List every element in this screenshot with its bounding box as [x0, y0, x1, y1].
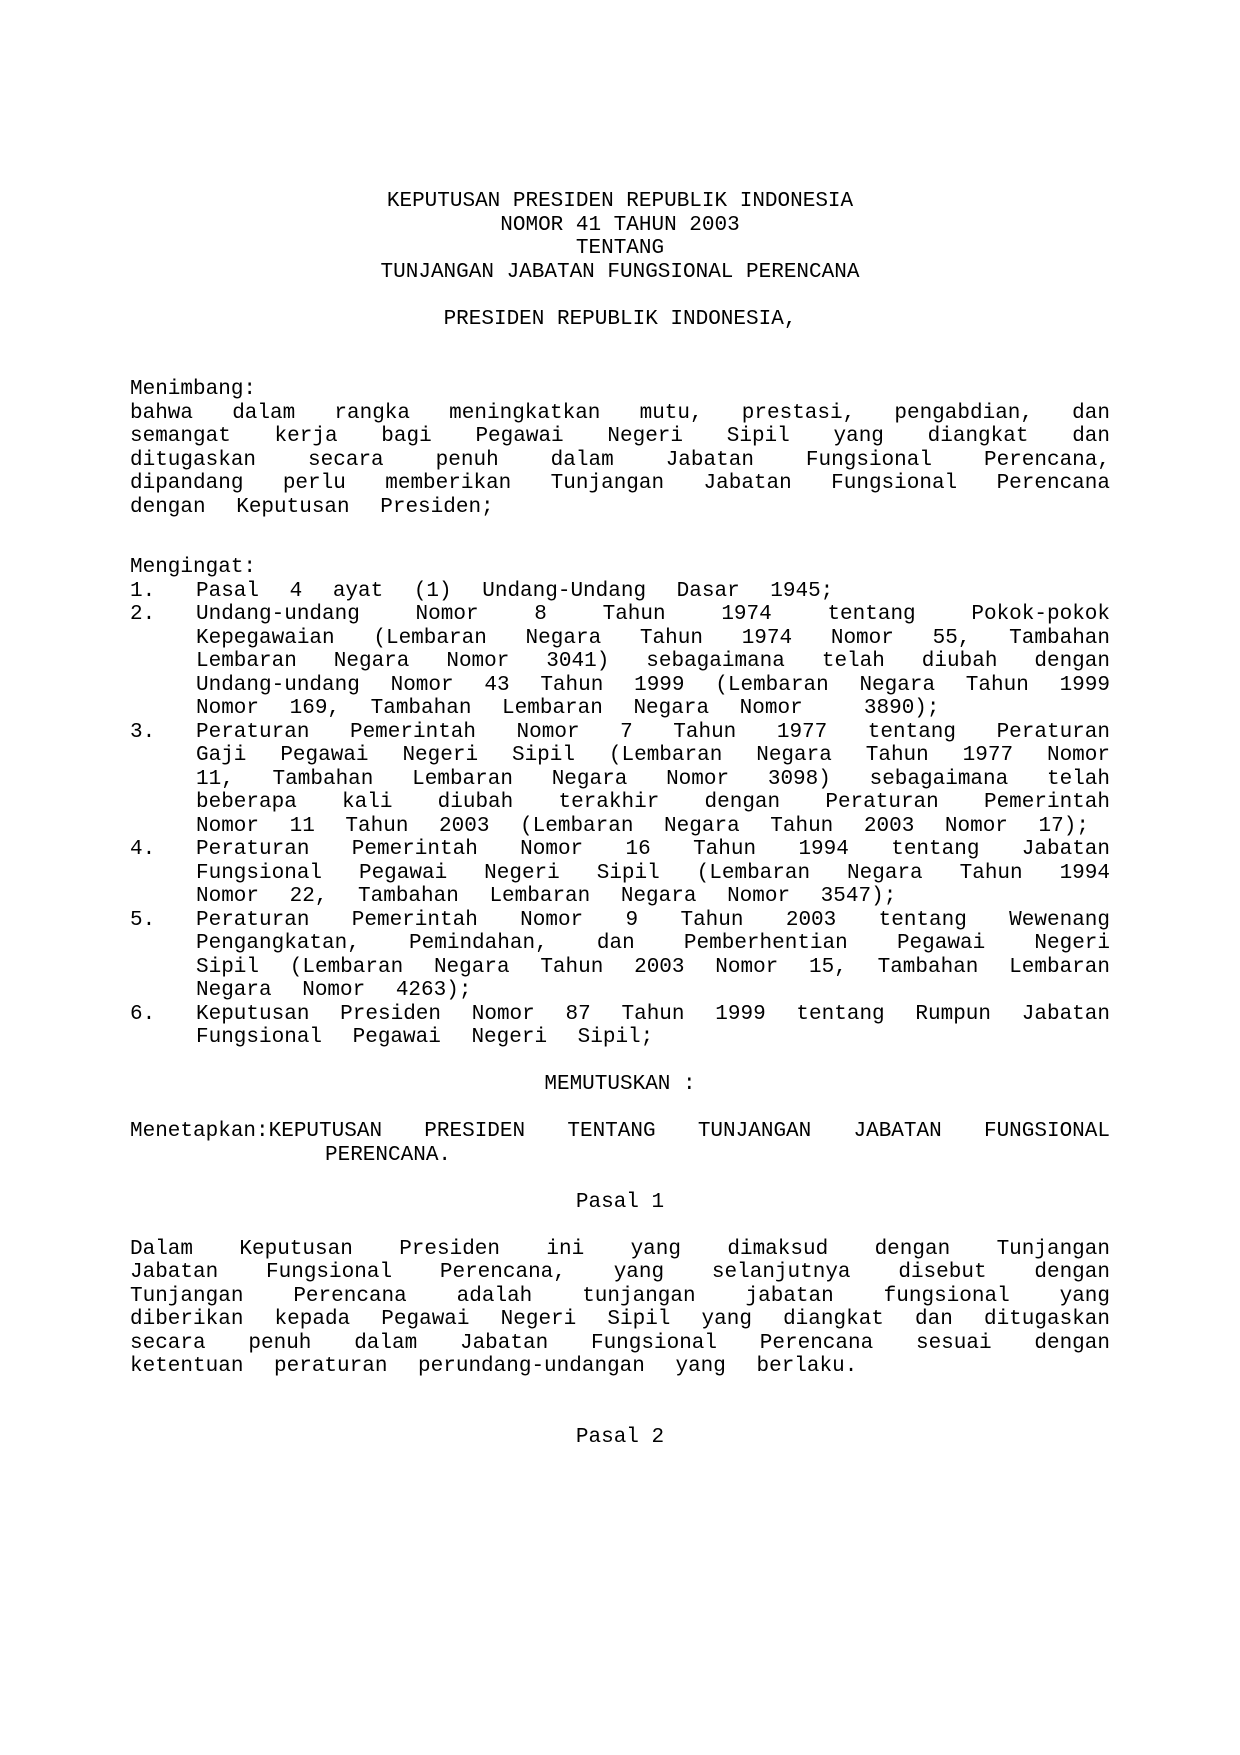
pasal-1-body: Dalam Keputusan Presiden ini yang dimaksud dengan Tunjangan Jabatan Fungsional Perencana, yang selanjutnya disebut dengan Tunjangan Perencana adalah tunjangan jabatan fungsional yang diberikan kepada Pegawai Negeri Sipil yang diangkat dan ditugaskan secara penuh dalam Jabatan Fungsional Perencana sesuai dengan ketentuan peraturan perundang-undangan yang berlaku. — [130, 1237, 1110, 1378]
item-text: Peraturan Pemerintah Nomor 7 Tahun 1977 tentang Peraturan Gaji Pegawai Negeri Sipil (Lembaran Negara Tahun 1977 Nomor 11, Tambahan Lembaran Negara Nomor 3098) sebagaimana telah beberapa kali diubah terakhir dengan Peraturan Pemerintah Nomor 11 Tahun 2003 (Lembaran Negara Tahun 2003 Nomor 17); — [196, 720, 1110, 838]
item-text: Peraturan Pemerintah Nomor 9 Tahun 2003 tentang Wewenang Pengangkatan, Pemindahan, dan Pemberhentian Pegawai Negeri Sipil (Lembaran Negara Tahun 2003 Nomor 15, Tambahan Lembaran Negara Nomor 4263); — [196, 908, 1110, 1002]
memutuskan-heading: MEMUTUSKAN : — [544, 1073, 696, 1096]
mengingat-item — [130, 838, 1110, 909]
mengingat-label: Mengingat: — [130, 556, 257, 579]
item-number: 5. — [130, 908, 156, 932]
item-number: 1. — [130, 579, 156, 603]
menetapkan-label: Menetapkan: — [130, 1120, 269, 1143]
title-line-4: TUNJANGAN JABATAN FUNGSIONAL PERENCANA — [380, 260, 860, 284]
item-number: 3. — [130, 720, 156, 744]
menetapkan-text: KEPUTUSAN PRESIDEN TENTANG TUNJANGAN JABATAN FUNGSIONAL PERENCANA. — [268, 1120, 1110, 1167]
item-number: 6. — [130, 1002, 156, 1026]
menimbang-label: Menimbang: — [130, 378, 257, 401]
title-block — [130, 190, 1110, 284]
menetapkan-paragraph — [130, 1120, 1110, 1167]
item-text: Pasal 4 ayat (1) Undang-Undang Dasar 1945; — [196, 579, 834, 603]
mengingat-item — [130, 1003, 1110, 1050]
menimbang-body: bahwa dalam rangka meningkatkan mutu, prestasi, pengabdian, dan semangat kerja bagi Pegawai Negeri Sipil yang diangkat dan ditugaskan secara penuh dalam Jabatan Fungsional Perencana, dipandang perlu memberikan Tunjangan Jabatan Fungsional Perencana dengan Keputusan Presiden; — [130, 401, 1110, 519]
item-number: 4. — [130, 838, 156, 861]
mengingat-item — [130, 603, 1110, 721]
issuer-line: PRESIDEN REPUBLIK INDONESIA, — [443, 307, 797, 331]
mengingat-item — [130, 580, 1110, 604]
item-text: Peraturan Pemerintah Nomor 16 Tahun 1994 tentang Jabatan Fungsional Pegawai Negeri Sipil (Lembaran Negara Tahun 1994 Nomor 22, Tambahan Lembaran Negara Nomor 3547); — [196, 838, 1110, 908]
item-text: Undang-undang Nomor 8 Tahun 1974 tentang Pokok-pokok Kepegawaian (Lembaran Negara Tahun 1974 Nomor 55, Tambahan Lembaran Negara Nomor 3041) sebagaimana telah diubah dengan Undang-undang Nomor 43 Tahun 1999 (Lembaran Negara Tahun 1999 Nomor 169, Tambahan Lembaran Negara Nomor 3890); — [196, 603, 1110, 720]
title-line-1: KEPUTUSAN PRESIDEN REPUBLIK INDONESIA — [386, 190, 854, 213]
mengingat-item — [130, 721, 1110, 839]
title-line-3: TENTANG — [575, 237, 665, 260]
pasal-2-heading: Pasal 2 — [575, 1425, 665, 1449]
title-line-2: NOMOR 41 TAHUN 2003 — [500, 213, 740, 237]
item-text: Keputusan Presiden Nomor 87 Tahun 1999 tentang Rumpun Jabatan Fungsional Pegawai Negeri Sipil; — [196, 1002, 1110, 1049]
mengingat-item — [130, 909, 1110, 1003]
pasal-1-heading: Pasal 1 — [575, 1190, 665, 1214]
item-number: 2. — [130, 603, 156, 626]
